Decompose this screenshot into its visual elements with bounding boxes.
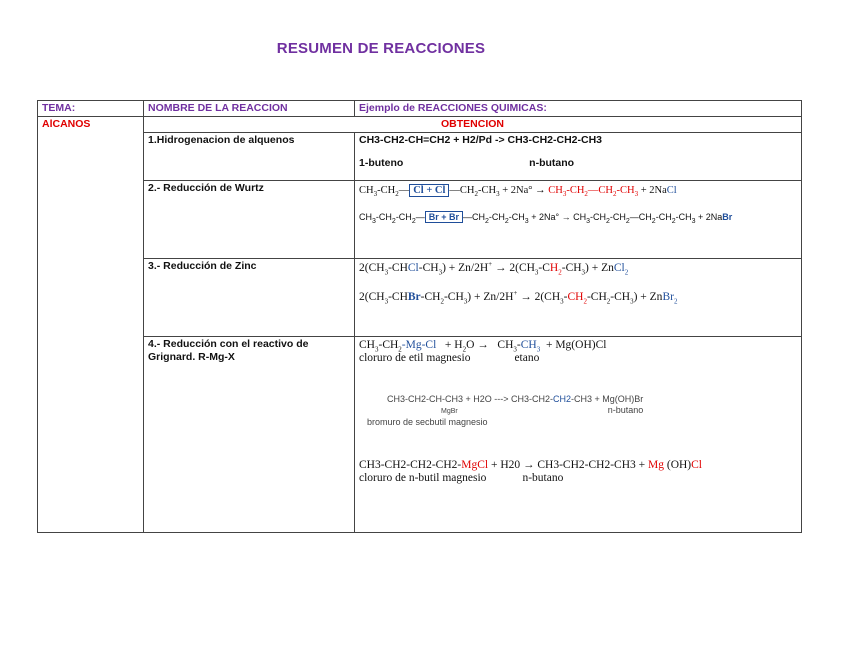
section-row bbox=[38, 117, 802, 133]
equation-labels: bromuro de secbutil magnesio bbox=[367, 417, 488, 427]
reactant-label: 1-buteno bbox=[359, 157, 404, 169]
table-row bbox=[38, 181, 802, 259]
reaction-name: 4.- Reducción con el reactivo de Grignard. R-Mg-X bbox=[144, 337, 355, 533]
section-obtencion: OBTENCION bbox=[144, 117, 802, 133]
table-row bbox=[38, 259, 802, 337]
page-title: RESUMEN DE REACCIONES bbox=[276, 40, 486, 57]
header-nombre: NOMBRE DE LA REACCION bbox=[144, 101, 355, 117]
product-label: n-butano bbox=[529, 157, 575, 169]
reaction-example bbox=[355, 337, 802, 533]
equation-labels: cloruro de n-butil magnesio n-butano bbox=[359, 472, 564, 484]
header-ejemplo: Ejemplo de REACCIONES QUIMICAS: bbox=[355, 101, 802, 117]
reaction-name: 2.- Reducción de Wurtz bbox=[144, 181, 355, 259]
reaction-name: 1.Hidrogenacion de alquenos bbox=[144, 133, 355, 181]
equation: CH3-CH2-CH=CH2 + H2/Pd -> CH3-CH2-CH2-CH3 bbox=[359, 134, 603, 146]
equation-labels bbox=[359, 157, 797, 170]
equation: $CH_3-CH_2-Mg-Cl$ + $H_2O$ → $CH_3-CH_3 + Mg(OH)Cl$ bbox=[359, 339, 607, 354]
equation: CH3-CH2-CH2-CH2-MgCl + H20 → CH3-CH2-CH2-CH3 + Mg (OH)Cl bbox=[359, 459, 703, 471]
equation: $2(CH_3-CHBr-CH_2-CH_3) + Zn/2H^+ \to 2(CH_3-CH_2-CH_2-CH_3)$ + ZnBr$_2$ bbox=[359, 289, 678, 306]
header-tema: TEMA: bbox=[38, 101, 144, 117]
reaction-example bbox=[355, 181, 802, 259]
tema-alcanos: AlCANOS bbox=[38, 117, 144, 533]
equation-substituent: MgBr n-butano bbox=[441, 405, 644, 415]
reaction-name: 3.- Reducción de Zinc bbox=[144, 259, 355, 337]
table-header-row bbox=[38, 101, 802, 117]
reaction-example bbox=[355, 133, 802, 181]
equation: $CH_3-CH_2-CH_2—$ Br + Br $—CH_2-CH_2-CH_3 + 2Na^\circ$ → $CH_3-CH_2-CH_2—CH_2-CH_2-CH_3$ + 2NaBr bbox=[359, 212, 733, 225]
equation: $CH_3-CH_2—$ Cl + Cl $—CH_2-CH_3 + 2Na^\circ$ → $CH_3-CH_2—CH_2-CH_3$ + 2NaCl bbox=[359, 185, 677, 199]
table-row bbox=[38, 133, 802, 181]
equation-labels: cloruro de etil magnesio etano bbox=[359, 352, 540, 364]
equation: CH3-CH2-CH-CH3 + H2O ---> CH3-CH2-CH2-CH3 + Mg(OH)Br bbox=[387, 394, 644, 404]
reactions-table bbox=[37, 100, 802, 533]
table-row bbox=[38, 337, 802, 533]
equation: $2(CH_3-CHCl-CH_3) + Zn/2H^+ \to 2(CH_3-CH_2-CH_3)$ + ZnCl$_2$ bbox=[359, 260, 629, 277]
reaction-example bbox=[355, 259, 802, 337]
